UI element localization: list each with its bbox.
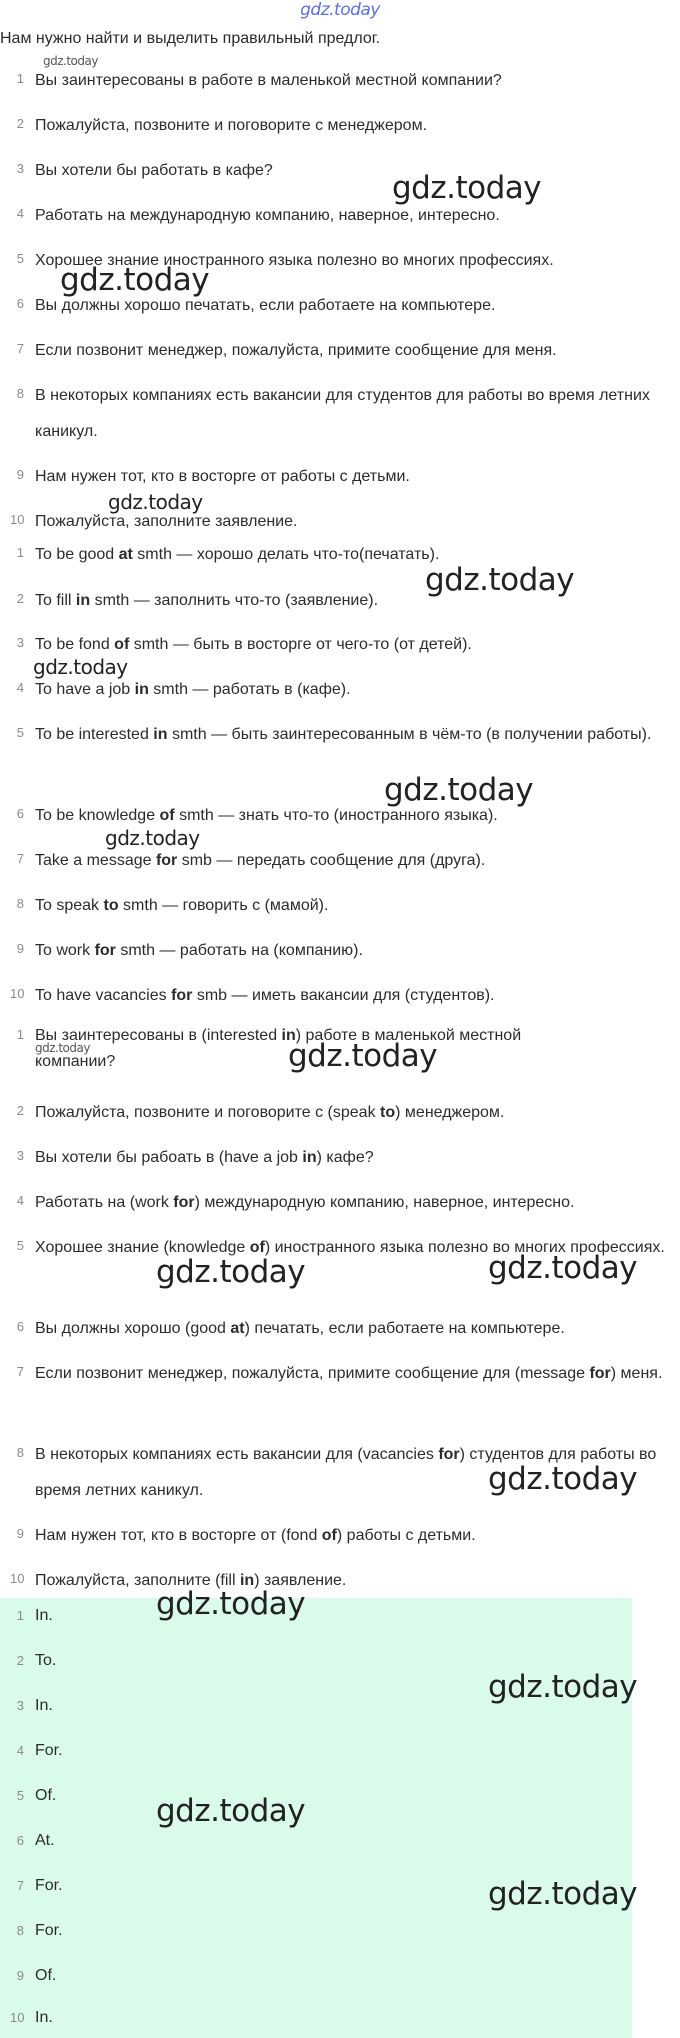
item-number: 2	[16, 116, 24, 131]
preposition: at	[230, 1320, 245, 1337]
answer-text: For.	[35, 1877, 63, 1894]
preposition: for	[589, 1365, 611, 1382]
item-text: Работать на (work for) международную компанию, наверное, интересно.	[35, 1194, 575, 1211]
preposition: of	[159, 807, 175, 824]
item-number: 5	[16, 1238, 24, 1253]
watermark: gdz.today	[488, 1250, 638, 1286]
answer-text: In.	[35, 1697, 53, 1714]
preposition: for	[155, 852, 178, 869]
item-number: 5	[16, 251, 24, 266]
item-number: 2	[16, 591, 24, 606]
item-number: 9	[16, 1526, 24, 1541]
preposition: for	[171, 987, 193, 1004]
item-number: 9	[16, 941, 24, 956]
item-number: 4	[16, 206, 24, 221]
item-text: В некоторых компаниях есть вакансии для студентов для работы во время летних каникул.	[35, 387, 650, 440]
watermark: gdz.today	[384, 772, 534, 808]
item-text: To be knowledge of smth — знать что-то (иностранного языка).	[35, 807, 498, 824]
item-text: To have a job in smth — работать в (кафе).	[35, 681, 351, 698]
preposition: for	[94, 942, 116, 959]
item-number: 6	[16, 1833, 24, 1848]
answer-text: Of.	[35, 1787, 57, 1804]
item-text: Вы хотели бы работать в кафе?	[35, 162, 273, 179]
item-number: 7	[16, 1364, 24, 1379]
preposition: in	[75, 592, 91, 609]
item-number: 8	[16, 1445, 24, 1460]
watermark: gdz.today	[33, 655, 128, 679]
watermark: gdz.today	[43, 54, 98, 68]
preposition: at	[118, 546, 133, 563]
answer-text: In.	[35, 2009, 53, 2026]
site-logo[interactable]: gdz.today	[300, 0, 380, 20]
watermark: gdz.today	[35, 1041, 90, 1055]
item-text: Нам нужен тот, кто в восторге от (fond of) работы с детьми.	[35, 1527, 476, 1544]
item-text: В некоторых компаниях есть вакансии для (vacancies for) студентов для работы во время летних каникул.	[35, 1446, 657, 1499]
item-number: 7	[16, 1878, 24, 1893]
item-number: 8	[16, 386, 24, 401]
item-text: Нам нужен тот, кто в восторге от работы с детьми.	[35, 468, 410, 485]
watermark: gdz.today	[392, 170, 542, 206]
item-number: 4	[16, 1743, 24, 1758]
watermark: gdz.today	[488, 1461, 638, 1497]
item-number: 7	[16, 341, 24, 356]
item-text: Работать на международную компанию, наверное, интересно.	[35, 207, 500, 224]
preposition: of	[249, 1239, 265, 1256]
item-text: Вы заинтересованы в (interested in) работе в маленькой местной компании?	[35, 1027, 522, 1070]
preposition: of	[114, 636, 130, 653]
preposition: in	[239, 1572, 255, 1589]
item-number: 10	[10, 512, 25, 527]
item-number: 3	[16, 161, 24, 176]
item-text: Хорошее знание иностранного языка полезно во многих профессиях.	[35, 252, 554, 269]
preposition: for	[173, 1194, 195, 1211]
item-text: Пожалуйста, позвоните и поговорите с (speak to) менеджером.	[35, 1104, 505, 1121]
item-text: To be fond of smth — быть в восторге от чего-то (от детей).	[35, 636, 472, 653]
item-text: Если позвонит менеджер, пожалуйста, примите сообщение для (message for) меня.	[35, 1365, 663, 1382]
item-number: 6	[16, 1319, 24, 1334]
item-number: 1	[16, 545, 24, 560]
watermark: gdz.today	[156, 1254, 306, 1290]
item-number: 6	[16, 806, 24, 821]
item-number: 10	[10, 986, 25, 1001]
item-number: 4	[16, 1193, 24, 1208]
preposition: in	[134, 681, 149, 698]
item-number: 5	[16, 725, 24, 740]
item-text: To be good at smth — хорошо делать что-то(печатать).	[35, 546, 440, 563]
preposition: in	[153, 726, 168, 743]
item-number: 8	[16, 1923, 24, 1938]
item-text: Хорошее знание (knowledge of) иностранного языка полезно во многих профессиях.	[35, 1239, 665, 1256]
item-text: To speak to smth — говорить с (мамой).	[35, 897, 329, 914]
item-number: 3	[16, 1698, 24, 1713]
watermark: gdz.today	[488, 1669, 638, 1705]
preposition: for	[438, 1446, 460, 1463]
item-text: To have vacancies for smb — иметь вакансии для (студентов).	[35, 987, 495, 1004]
item-text: Если позвонит менеджер, пожалуйста, примите сообщение для меня.	[35, 342, 557, 359]
watermark: gdz.today	[425, 562, 575, 598]
item-number: 9	[16, 467, 24, 482]
item-number: 9	[16, 1968, 24, 1983]
item-text: Вы заинтересованы в работе в маленькой местной компании?	[35, 72, 502, 89]
answer-text: At.	[35, 1832, 55, 1849]
watermark: gdz.today	[60, 262, 210, 298]
item-number: 3	[16, 1148, 24, 1163]
watermark: gdz.today	[108, 490, 203, 514]
answer-text: For.	[35, 1742, 63, 1759]
watermark: gdz.today	[156, 1586, 306, 1622]
answer-text: Of.	[35, 1967, 57, 1984]
item-number: 8	[16, 896, 24, 911]
preposition: in	[302, 1149, 317, 1166]
item-number: 5	[16, 1788, 24, 1803]
watermark: gdz.today	[488, 1876, 638, 1912]
preposition: to	[380, 1104, 396, 1121]
preposition: in	[281, 1027, 296, 1044]
item-text: Пожалуйста, заполните заявление.	[35, 513, 298, 530]
item-number: 7	[16, 851, 24, 866]
item-text: Пожалуйста, заполните (fill in) заявление.	[35, 1572, 347, 1589]
item-text: Вы хотели бы рабоать в (have a job in) кафе?	[35, 1149, 374, 1166]
item-text: Пожалуйста, позвоните и поговорите с менеджером.	[35, 117, 428, 134]
item-number: 10	[10, 2010, 25, 2025]
watermark: gdz.today	[105, 826, 200, 850]
item-number: 1	[16, 1027, 24, 1042]
item-text: Take a message for smb — передать сообщение для (друга).	[35, 852, 486, 869]
item-text: To work for smth — работать на (компанию).	[35, 942, 363, 959]
answer-text: In.	[35, 1607, 53, 1624]
item-number: 10	[10, 1571, 25, 1586]
item-text: Вы должны хорошо печатать, если работаете на компьютере.	[35, 297, 496, 314]
preposition: to	[103, 897, 119, 914]
item-number: 6	[16, 296, 24, 311]
item-number: 1	[16, 71, 24, 86]
item-number: 4	[16, 680, 24, 695]
answer-text: For.	[35, 1922, 63, 1939]
answer-text: To.	[35, 1652, 57, 1669]
item-text: Вы должны хорошо (good at) печатать, если работаете на компьютере.	[35, 1320, 565, 1337]
item-number: 1	[16, 1608, 24, 1623]
item-text: To fill in smth — заполнить что-то (заявление).	[35, 592, 379, 609]
item-number: 3	[16, 635, 24, 650]
item-number: 2	[16, 1653, 24, 1668]
item-text: To be interested in smth — быть заинтересованным в чём-то (в получении работы).	[35, 726, 652, 743]
task-instruction: Нам нужно найти и выделить правильный предлог.	[0, 30, 381, 47]
preposition: of	[321, 1527, 337, 1544]
watermark: gdz.today	[288, 1038, 438, 1074]
watermark: gdz.today	[156, 1793, 306, 1829]
item-number: 2	[16, 1103, 24, 1118]
